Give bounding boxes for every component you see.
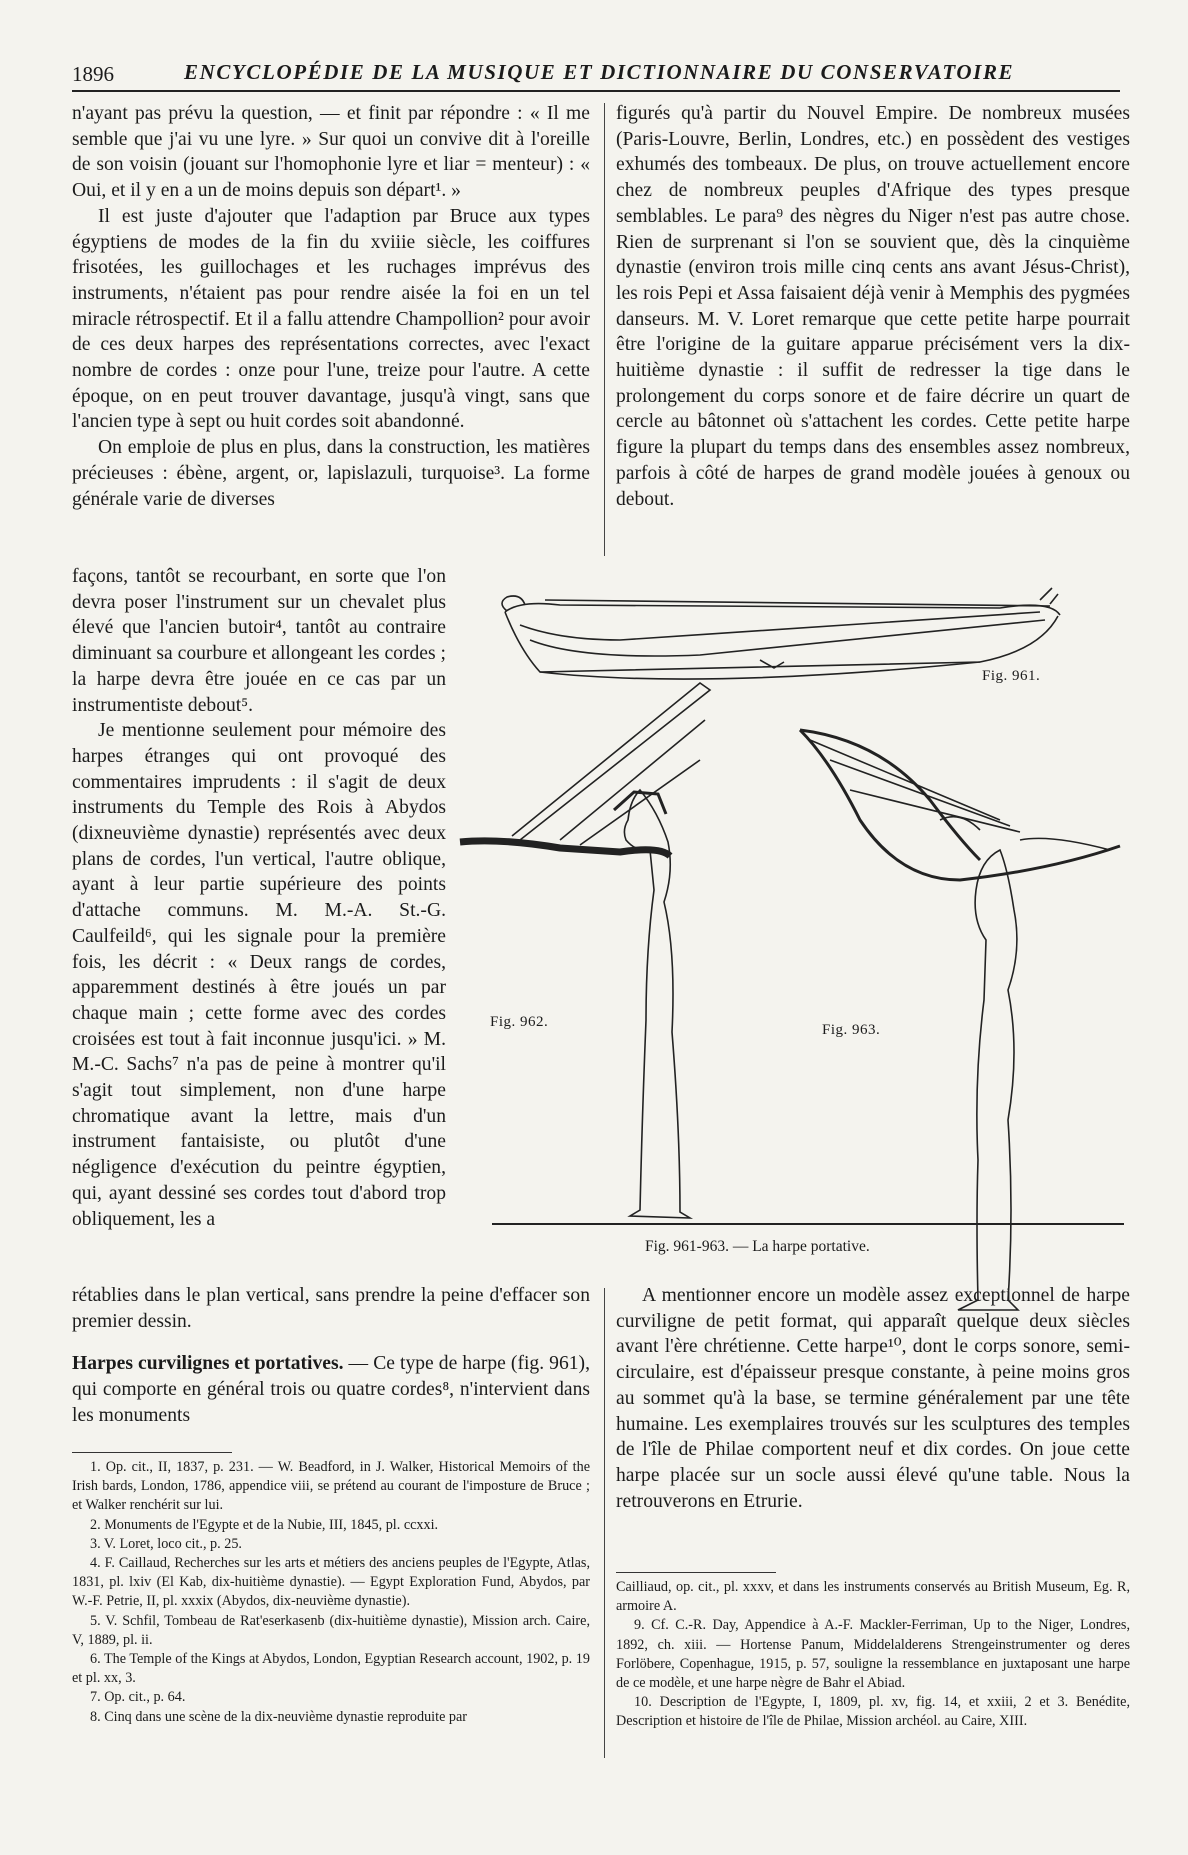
fig-961-label: Fig. 961. bbox=[982, 668, 1041, 684]
harp-962-illustration bbox=[460, 683, 710, 1218]
footnote: 1. Op. cit., II, 1837, p. 231. — W. Beadford, in J. Walker, Historical Memoirs of the Irish bards, London, 1786, appendice viii, se prétend au courant de l'imposture de Bruce ; et Walker renchérit sur lui. bbox=[72, 1459, 590, 1514]
paragraph: Je mentionne seulement pour mémoire des harpes étranges qui ont provoqué des commentaires imprudents : il s'agit de deux instruments du Temple des Rois à Abydos (dixneuvième dynastie) représentés avec deux plans de cordes, l'un vertical, l'autre oblique, ayant à leur partie supérieure des points d'attache communs. M. M.-A. St.-G. Caulfeild⁶, qui les signale pour la première fois, les décrit : « Deux rangs de cordes, apparemment destinés à être joués un par chaque main ; cette forme avec des cordes croisées est tout à fait inconnue jusqu'ici. » M. M.-C. Sachs⁷ n'a pas de peine à montrer qu'il s'agit tout simplement, non d'une harpe chromatique avant la lettre, mais d'un instrument fantaisiste, ou plutôt d'une négligence d'exécution du peintre égyptien, qui, ayant dessiné ses cordes tout d'abord trop obliquement, les a bbox=[72, 720, 446, 1230]
paragraph: rétablies dans le plan vertical, sans prendre la peine d'effacer son premier dessin. bbox=[72, 1285, 590, 1332]
paragraph: Il est juste d'ajouter que l'adaption par Bruce aux types égyptiens de modes de la fin du xviiie siècle, les coiffures frisotées, les guillochages et les ruchages imprévus des instruments, n'étaient pas pour rendre aisée la foi en un tel miracle rétrospectif. Et il a fallu attendre Champollion² pour avoir de ces deux harpes des représentations correctes, avec l'exact nombre de cordes : onze pour l'une, treize pour l'autre. A cette époque, on en peut trouver davantage, jusqu'à vingt, sans que l'ancien type à sept ou huit cordes soit abandonné. bbox=[72, 205, 590, 433]
paragraph: figurés qu'à partir du Nouvel Empire. De nombreux musées (Paris-Louvre, Berlin, Londres, etc.) en possèdent des vestiges exhumés des tombeaux. De plus, on trouve actuellement encore chez de nombreux peuples d'Afrique des types presque semblables. Le para⁹ des nègres du Niger n'est pas autre chose. Rien de surprenant si l'on se souvient que, dès la cinquième dynastie (environ trois mille cinq cents ans avant Jésus-Christ), les rois Pepi et Assa faisaient déjà venir à Memphis des pygmées danseurs. M. V. Loret remarque que cette petite harpe pourrait être l'origine de la guitare apparue précisément vers la dix-huitième dynastie : il suffit de redresser la tige dans le prolongement du corps sonore et de faire décrire un quart de cercle au bâtonnet où s'attachent les cordes. Cette petite harpe figure la plupart du temps dans des ensembles assez nombreux, parfois à côté de harpes de grand modèle jouées à genoux ou debout. bbox=[616, 103, 1130, 510]
footnote-rule bbox=[616, 1572, 776, 1573]
footnote: 8. Cinq dans une scène de la dix-neuvième dynastie reproduite par bbox=[90, 1708, 468, 1725]
footnote: Cailliaud, op. cit., pl. xxxv, et dans les instruments conservés au British Museum, Eg. R, armoire A. bbox=[616, 1579, 1130, 1615]
paragraph-text: — Ce type de harpe (fig. 961), qui comporte en général trois ou quatre cordes⁸, n'intervient dans les monuments bbox=[72, 1353, 590, 1426]
footnotes-right bbox=[616, 1578, 1130, 1732]
footnote: 2. Monuments de l'Egypte et de la Nubie, III, 1845, pl. ccxxi. bbox=[90, 1516, 439, 1533]
footnote: 10. Description de l'Egypte, I, 1809, pl. xv, fig. 14, et xxiii, 2 et 3. Benédite, Description et histoire de l'île de Philae, Mission archéol. au Caire, XIII. bbox=[616, 1694, 1130, 1730]
fig-962-label: Fig. 962. bbox=[490, 1014, 549, 1030]
paragraph: n'ayant pas prévu la question, — et finit par répondre : « Il me semble que j'ai vu une lyre. » Sur quoi un convive dit à l'oreille de son voisin (jouant sur l'homophonie lyre et liar = menteur) : « Oui, et il y en a un de moins depuis son départ¹. » bbox=[72, 103, 590, 202]
footnote: 9. Cf. C.-R. Day, Appendice à A.-F. Mackler-Ferriman, Up to the Niger, Londres, 1892, ch. xiii. — Hortense Panum, Middelalderens Strengeinstrumenter og deres Forlöbere, Copenhague, 1915, p. 57, souligne la ressemblance en juxtaposant une harpe de ce modèle, et une harpe nègre de Bahr el Abiad. bbox=[616, 1617, 1130, 1692]
paragraph: façons, tantôt se recourbant, en sorte que l'on devra poser l'instrument sur un chevalet plus élevé que l'ancien butoir⁴, tantôt au contraire diminuant sa courbure et allongeant les cordes ; la harpe devra être jouée en ce cas par un instrumentiste debout⁵. bbox=[72, 566, 446, 716]
fig-963-label: Fig. 963. bbox=[822, 1022, 881, 1038]
footnote: 5. V. Schfil, Tombeau de Rat'eserkasenb (dix-huitième dynastie), Mission arch. Caire, V, 1889, pl. ii. bbox=[72, 1612, 590, 1648]
footnote: 3. V. Loret, loco cit., p. 25. bbox=[90, 1535, 242, 1552]
paragraph: On emploie de plus en plus, dans la construction, les matières précieuses : ébène, argent, or, lapislazuli, turquoise³. La forme générale varie de diverses bbox=[72, 437, 590, 510]
section-heading: Harpes curvilignes et portatives. bbox=[72, 1353, 344, 1375]
running-title: ENCYCLOPÉDIE DE LA MUSIQUE ET DICTIONNAIRE DU CONSERVATOIRE bbox=[184, 60, 1015, 84]
footnote-rule bbox=[72, 1452, 232, 1453]
footnotes-left bbox=[72, 1458, 590, 1727]
harp-961-illustration bbox=[502, 588, 1060, 679]
footnote: 6. The Temple of the Kings at Abydos, London, Egyptian Research account, 1902, p. 19 et pl. xx, 3. bbox=[72, 1651, 590, 1687]
paragraph: A mentionner encore un modèle assez exceptionnel de harpe curviligne de petit format, qui apparaît quelque deux siècles avant l'ère chrétienne. Cette harpe¹⁰, dont le corps sonore, semi-circulaire, est d'épaisseur presque constante, à peine moins gros au sommet qu'à la base, se termine généralement par une tête humaine. Les exemplaires trouvés sur les sculptures des temples de l'île de Philae comportent neuf et dix cordes. On joue cette harpe placée sur un socle aussi élevé qu'une table. Nous la retrouverons en Etrurie. bbox=[616, 1285, 1130, 1512]
page-number: 1896 bbox=[72, 62, 114, 86]
footnote: 4. F. Caillaud, Recherches sur les arts et métiers des anciens peuples de l'Egypte, Atlas, 1831, pl. lxiv (El Kab, dix-huitième dynastie). — Egypt Exploration Fund, Abydos, par W.-F. Petrie, II, pl. xxxix (Abydos, dix-neuvième dynastie). bbox=[72, 1555, 590, 1610]
footnote: 7. Op. cit., p. 64. bbox=[90, 1689, 186, 1706]
figure-caption: Fig. 961-963. — La harpe portative. bbox=[645, 1238, 870, 1255]
